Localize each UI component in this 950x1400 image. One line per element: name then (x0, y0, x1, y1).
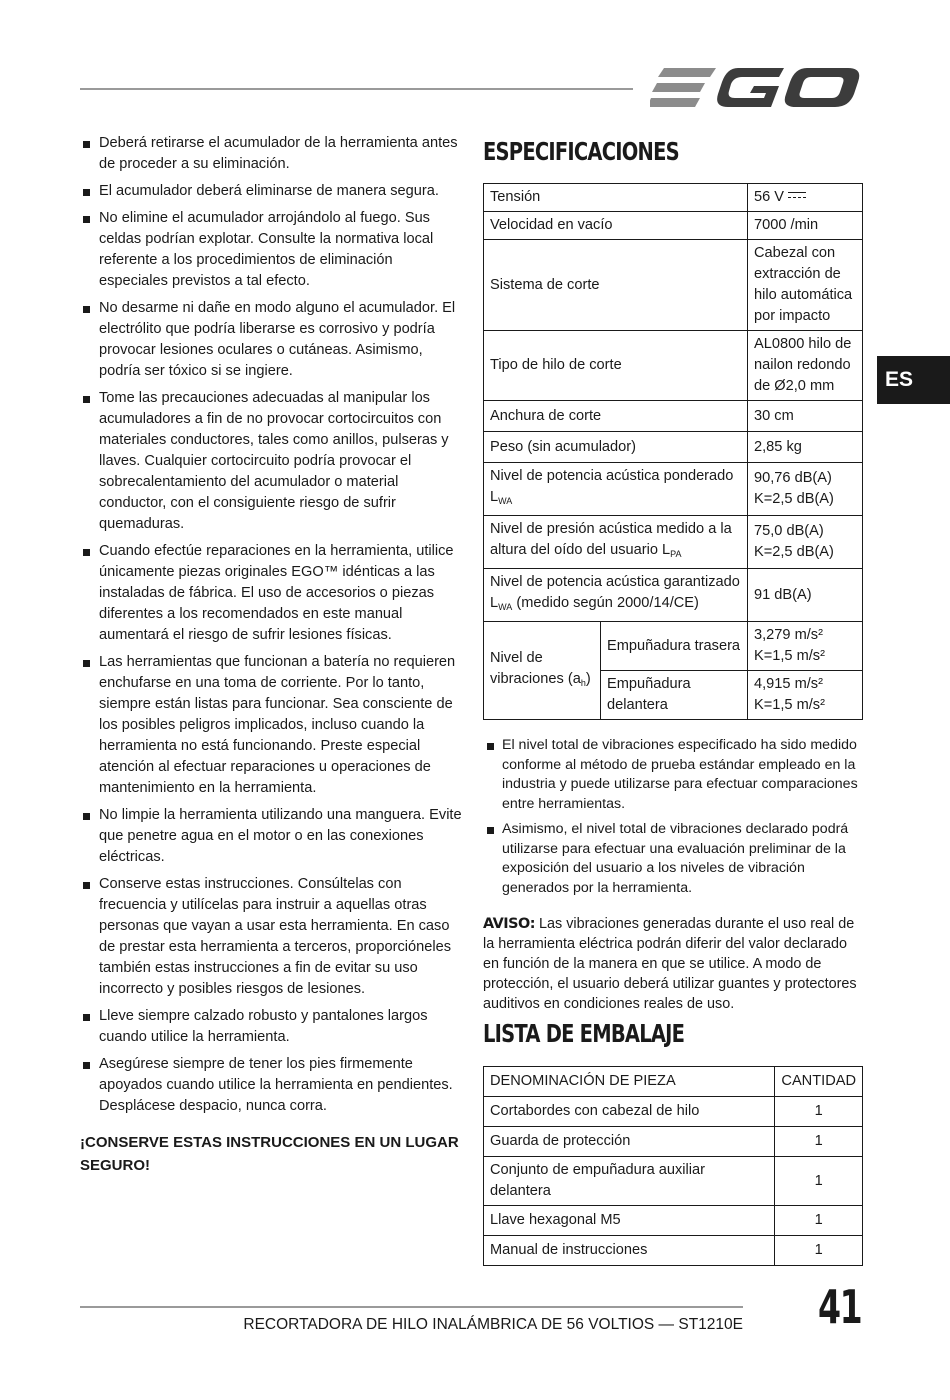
ego-logo (650, 64, 862, 112)
conserve-notice: ¡CONSERVE ESTAS INSTRUCCIONES EN UN LUGAR SEGURO! (80, 1134, 459, 1174)
guaranteed-symbol: L (490, 595, 499, 611)
table-cell: Cortabordes con cabezal de hilo (484, 1097, 775, 1127)
table-row (484, 240, 863, 331)
page-number: 41 (818, 1280, 862, 1334)
table-cell (484, 569, 748, 622)
list-item: Cuando efectúe reparaciones en la herramienta, utilice únicamente piezas originales EGO™ idénticas a las instaladas de fábrica. El uso de accesorios o piezas diferentes a los recomendados en este manual aumentará el riesgo de sufrir lesiones físicas. (80, 541, 465, 646)
dc-current-icon (788, 191, 806, 200)
table-cell: Empuñadura delantera (601, 671, 748, 720)
table-cell (748, 622, 863, 671)
language-tab-label: ES (885, 368, 914, 391)
table-row (484, 1157, 863, 1206)
lwa-uncertainty: K=2,5 dB(A) (754, 491, 834, 507)
lpa-subscript: PA (670, 549, 682, 559)
table-row (484, 569, 863, 622)
lwa-subscript: WA (498, 496, 513, 506)
list-item: Asimismo, el nivel total de vibraciones declarado podrá utilizarse para efectuar una evaluación preliminar de la exposición del usuario a los niveles de vibración generados por la herramienta. (483, 820, 863, 898)
specifications-table (483, 183, 863, 720)
vibration-subscript: h (580, 677, 586, 688)
table-row (484, 331, 863, 401)
table-cell: 7000 /min (748, 212, 863, 240)
table-cell: Llave hexagonal M5 (484, 1206, 775, 1236)
packing-list-table (483, 1066, 863, 1266)
table-header-row (484, 1067, 863, 1097)
table-row (484, 1236, 863, 1266)
specifications-title: ESPECIFICACIONES (483, 137, 679, 166)
vibration-notes (483, 736, 863, 898)
language-tab (877, 356, 950, 404)
list-item: No desarme ni dañe en modo alguno el acumulador. El electrólito que podría liberarse es corrosivo y podría provocar lesiones oculares o cutáneas. Asimismo, podría ser tóxico si se ingiere. (80, 298, 465, 382)
list-item: Las herramientas que funcionan a batería no requieren enchufarse en una toma de corriente. Por lo tanto, siempre están listas para funcionar. Sea consciente de los posibles peligros implicados, incluso cuando la herramienta no está funcionando. Preste especial atención al efectuar reparaciones u operaciones de mantenimiento en la herramienta. (80, 652, 465, 799)
list-item: El acumulador deberá eliminarse de manera segura. (80, 181, 465, 202)
table-row (484, 1206, 863, 1236)
table-cell (748, 516, 863, 569)
guaranteed-label-end: (medido según 2000/14/CE) (512, 595, 699, 611)
lpa-uncertainty: K=2,5 dB(A) (754, 544, 834, 560)
table-cell: 30 cm (748, 401, 863, 432)
header-rule (80, 88, 633, 90)
table-cell: 1 (775, 1206, 863, 1236)
table-cell: AL0800 hilo de nailon redondo de Ø2,0 mm (748, 331, 863, 401)
rear-handle-uncertainty: K=1,5 m/s² (754, 648, 825, 664)
table-cell: 91 dB(A) (748, 569, 863, 622)
table-cell: Conjunto de empuñadura auxiliar delantera (484, 1157, 775, 1206)
tension-value: 56 V (754, 189, 785, 205)
table-cell: Tipo de hilo de corte (484, 331, 748, 401)
table-cell: 2,85 kg (748, 432, 863, 463)
front-handle-uncertainty: K=1,5 m/s² (754, 697, 825, 713)
table-row (484, 212, 863, 240)
table-cell: 1 (775, 1127, 863, 1157)
table-row (484, 516, 863, 569)
list-item: No elimine el acumulador arrojándolo al fuego. Sus celdas podrían explotar. Consulte la normativa local referente a los procedimientos de eliminación especiales previstos a tal efecto. (80, 208, 465, 292)
lpa-label: Nivel de presión acústica medido a la altura del oído del usuario L (490, 521, 732, 558)
list-item: Tome las precauciones adecuadas al manipular los acumuladores a fin de no provocar cortocircuitos con materiales conductores, tales como anillos, pulseras y llaves. Cualquier cortocircuito podría provocar el sobrecalentamiento del acumulador o material conductor, con el consiguiente riesgo de sufrir quemaduras. (80, 388, 465, 535)
list-item: Deberá retirarse el acumulador de la herramienta antes de proceder a su eliminación. (80, 133, 465, 175)
table-row (484, 622, 863, 671)
warning-notice (483, 914, 863, 1014)
table-cell: 1 (775, 1236, 863, 1266)
table-cell (748, 184, 863, 212)
list-item: No limpie la herramienta utilizando una manguera. Evite que penetre agua en el motor o en las conexiones eléctricas. (80, 805, 465, 868)
table-cell (748, 463, 863, 516)
table-row (484, 1127, 863, 1157)
table-cell (484, 622, 601, 720)
svg-text:EGO: EGO (650, 64, 653, 65)
table-cell: Empuñadura trasera (601, 622, 748, 671)
list-item: Conserve estas instrucciones. Consúltelas con frecuencia y utilícelas para instruir a aquellas otras personas que vayan a usar esta herramienta. En caso de prestar esta herramienta a terceros, proporcióneles también estas instrucciones a fin de evitar su uso incorrecto y posibles riesgos de lesiones. (80, 874, 465, 1000)
table-cell (748, 671, 863, 720)
safety-bullet-list (80, 133, 465, 1117)
table-cell (484, 516, 748, 569)
table-row (484, 1097, 863, 1127)
rear-handle-value: 3,279 m/s² (754, 627, 823, 643)
table-cell: Anchura de corte (484, 401, 748, 432)
table-row (484, 463, 863, 516)
table-cell: Tensión (484, 184, 748, 212)
column-header: DENOMINACIÓN DE PIEZA (484, 1067, 775, 1097)
table-cell: 1 (775, 1157, 863, 1206)
lpa-value: 75,0 dB(A) (754, 523, 824, 539)
vibration-label-end: ) (585, 670, 591, 687)
column-header: CANTIDAD (775, 1067, 863, 1097)
specifications-column (483, 132, 863, 1266)
table-row (484, 184, 863, 212)
packing-list-title: LISTA DE EMBALAJE (483, 1019, 685, 1048)
lwa-value: 90,76 dB(A) (754, 470, 832, 486)
list-item: Lleve siempre calzado robusto y pantalones largos cuando utilice la herramienta. (80, 1006, 465, 1048)
guaranteed-subscript: WA (498, 602, 513, 612)
list-item: El nivel total de vibraciones especificado ha sido medido conforme al método de prueba estándar empleado en la industria y puede utilizarse para efectuar comparaciones entre herramientas. (483, 736, 863, 814)
table-cell: Guarda de protección (484, 1127, 775, 1157)
warning-text: Las vibraciones generadas durante el uso real de la herramienta eléctrica podrán diferir del valor declarado en función de la manera en que se utilice. A modo de protección, el usuario deberá utilizar guantes y protectores auditivos en condiciones reales de uso. (483, 916, 857, 1012)
warning-label: AVISO: (483, 916, 536, 932)
front-handle-value: 4,915 m/s² (754, 676, 823, 692)
safety-instructions (80, 133, 465, 1177)
guaranteed-label: Nivel de potencia acústica garantizado (490, 574, 740, 590)
footer-title: RECORTADORA DE HILO INALÁMBRICA DE 56 VOLTIOS — ST1210E (243, 1316, 743, 1333)
table-cell: 1 (775, 1097, 863, 1127)
table-cell: Manual de instrucciones (484, 1236, 775, 1266)
vibration-label: Nivel de vibraciones (a (490, 649, 581, 687)
lwa-label: Nivel de potencia acústica ponderado L (490, 468, 734, 505)
table-cell: Velocidad en vacío (484, 212, 748, 240)
table-row (484, 401, 863, 432)
table-cell: Sistema de corte (484, 240, 748, 331)
table-cell: Cabezal con extracción de hilo automática por impacto (748, 240, 863, 331)
list-item: Asegúrese siempre de tener los pies firmemente apoyados cuando utilice la herramienta en pendientes. Desplácese despacio, nunca corra. (80, 1054, 465, 1117)
table-row (484, 432, 863, 463)
footer-rule (80, 1306, 743, 1308)
table-cell: Peso (sin acumulador) (484, 432, 748, 463)
table-cell (484, 463, 748, 516)
